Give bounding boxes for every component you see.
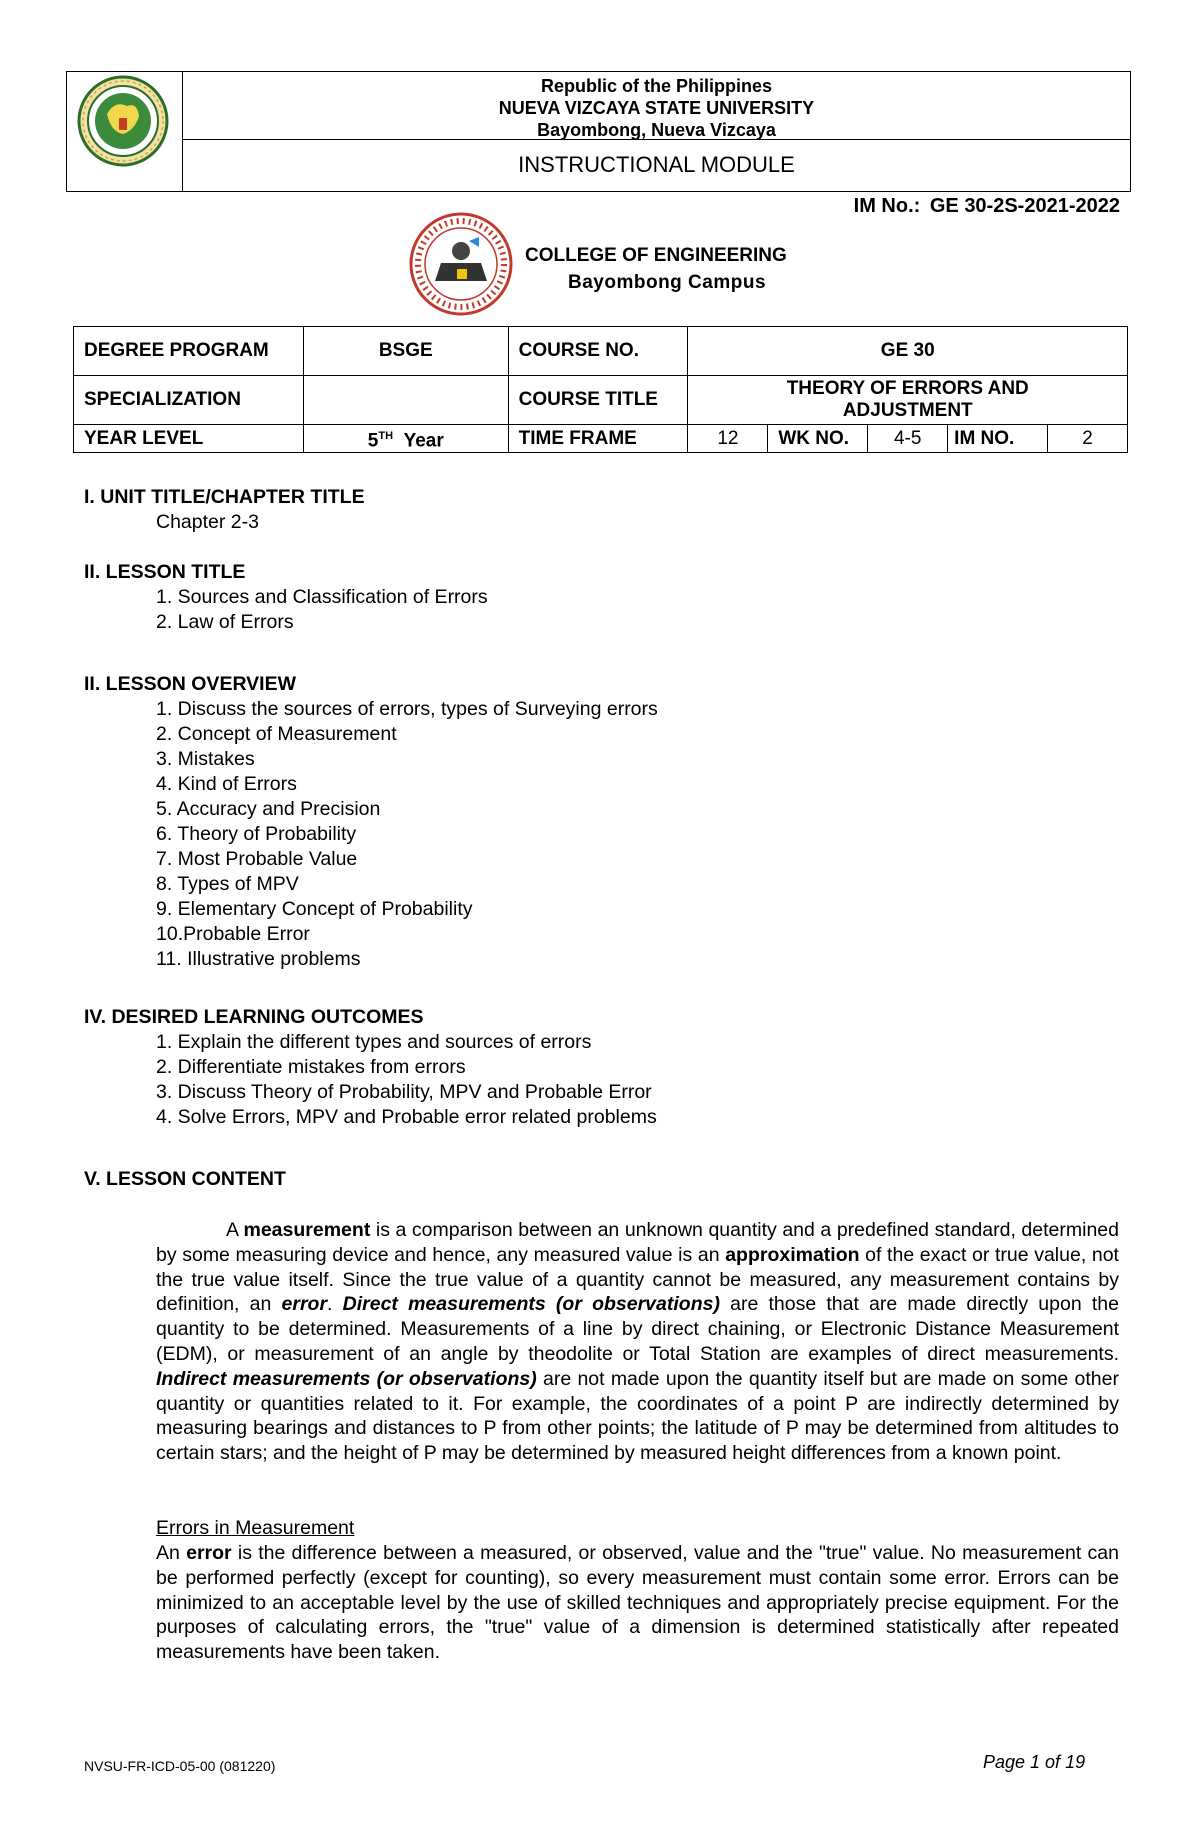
course-info-table: [73, 326, 1128, 453]
lesson-overview-heading: II. LESSON OVERVIEW: [84, 673, 297, 695]
im-number: [850, 195, 1120, 218]
republic-line: Republic of the Philippines: [540, 76, 772, 96]
table-row: [74, 376, 1128, 425]
college-name: COLLEGE OF ENGINEERING: [525, 245, 787, 266]
list-item: 1. Explain the different types and sources of errors: [156, 1031, 592, 1053]
specialization-label: SPECIALIZATION: [74, 376, 304, 425]
list-item: 5. Accuracy and Precision: [156, 798, 381, 820]
lesson-title-heading: II. LESSON TITLE: [84, 561, 246, 583]
college-heading: [525, 242, 787, 296]
university-heading: [183, 72, 1130, 140]
list-item: 7. Most Probable Value: [156, 848, 358, 870]
college-campus: Bayombong Campus: [568, 272, 767, 293]
time-frame-value: 12: [688, 425, 768, 453]
term-measurement: measurement: [243, 1219, 371, 1241]
university-name: NUEVA VIZCAYA STATE UNIVERSITY: [498, 98, 815, 118]
term-error-def: error: [186, 1541, 232, 1564]
im-number-label: IM No.:: [853, 195, 921, 217]
page-number: Page 1 of 19: [983, 1752, 1086, 1772]
list-item: 11. Illustrative problems: [156, 948, 361, 970]
week-no-label: WK NO.: [768, 425, 868, 453]
specialization-value: [303, 376, 508, 425]
measurement-paragraph: A measurement is a comparison between an unknown quantity and a predefined standard, determined by some measuring device and hence, any measured value is an approximation of the exact or true value, not the true value itself. Since the true value of a quantity cannot be measured, any measurement contains by definition, an error. Direct measurements (or observations) are those that are made directly upon the quantity to be determined. Measurements of a line by direct chaining, or Electronic Distance Measurement (EDM), or measurement of an angle by theodolite or Total Station are examples of direct measurements. Indirect measurements (or observations) are not made upon the quantity itself but are made on some other quantity or quantities related to it. For example, the coordinates of a point P are indirectly determined by measuring bearings and distances to P from other points; the latitude of P may be determined from altitudes to certain stars; and the height of P may be determined by measured height differences from a known point.: [156, 1219, 1119, 1465]
term-direct-measurements: Direct measurements (or observations): [342, 1293, 720, 1316]
form-code: NVSU-FR-ICD-05-00 (081220): [84, 1758, 276, 1774]
module-content: [84, 484, 1119, 1665]
degree-program-value: BSGE: [303, 327, 508, 376]
list-item: 4. Solve Errors, MPV and Probable error related problems: [156, 1106, 657, 1128]
im-number-value: GE 30-2S-2021-2022: [929, 195, 1120, 217]
college-seal-icon: [407, 211, 515, 317]
year-suffix: TH: [378, 430, 394, 442]
error-definition-paragraph: An error is the difference between a measured, or observed, value and the "true" value. No measurement can be performed perfectly (except for counting), so every measurement must contain some error. Errors can be minimized to an acceptable level by the use of skilled techniques and appropriately precise equipment. For the purposes of calculating errors, the "true" value of a dimension is determined statistically after repeated measurements have been taken.: [156, 1541, 1119, 1664]
university-logo-cell: [67, 72, 183, 191]
time-frame-label: TIME FRAME: [508, 425, 688, 453]
lesson-content-heading: V. LESSON CONTENT: [84, 1168, 286, 1190]
list-item: 8. Types of MPV: [156, 873, 299, 895]
list-item: 1. Sources and Classification of Errors: [156, 586, 488, 608]
university-location: Bayombong, Nueva Vizcaya: [537, 120, 776, 140]
list-item: 3. Discuss Theory of Probability, MPV and Probable Error: [156, 1081, 652, 1103]
year-level-value: [303, 425, 508, 453]
unit-title-heading: I. UNIT TITLE/CHAPTER TITLE: [84, 486, 365, 508]
course-title-value: THEORY OF ERRORS AND ADJUSTMENT: [688, 376, 1128, 425]
list-item: 4. Kind of Errors: [156, 773, 297, 795]
list-item: 1. Discuss the sources of errors, types of Surveying errors: [156, 698, 658, 720]
list-item: 2. Concept of Measurement: [156, 723, 397, 745]
term-approximation: approximation: [725, 1243, 860, 1266]
list-item: 2. Differentiate mistakes from errors: [156, 1056, 466, 1078]
table-row: [74, 425, 1128, 453]
module-title: INSTRUCTIONAL MODULE: [518, 152, 795, 177]
list-item: 10.Probable Error: [156, 923, 310, 945]
im-no-value: 2: [1048, 425, 1128, 453]
list-item: 6. Theory of Probability: [156, 823, 357, 845]
year-level-label: YEAR LEVEL: [74, 425, 304, 453]
term-error: error: [281, 1293, 328, 1316]
course-title-label: COURSE TITLE: [508, 376, 688, 425]
degree-program-label: DEGREE PROGRAM: [74, 327, 304, 376]
term-indirect-measurements: Indirect measurements (or observations): [156, 1367, 537, 1390]
course-no-label: COURSE NO.: [508, 327, 688, 376]
year-word: Year: [403, 430, 444, 452]
nvsu-seal-icon: [67, 72, 179, 187]
im-no-label: IM NO.: [948, 425, 1048, 453]
document-header: [66, 71, 1131, 192]
course-no-value: GE 30: [688, 327, 1128, 376]
unit-title-value: Chapter 2-3: [156, 511, 259, 533]
week-no-value: 4-5: [868, 425, 948, 453]
list-item: 2. Law of Errors: [156, 611, 294, 633]
list-item: 3. Mistakes: [156, 748, 255, 770]
errors-in-measurement-heading: Errors in Measurement: [156, 1516, 355, 1539]
learning-outcomes-heading: IV. DESIRED LEARNING OUTCOMES: [84, 1006, 424, 1028]
year-number: 5: [367, 430, 379, 452]
table-row: [74, 327, 1128, 376]
list-item: 9. Elementary Concept of Probability: [156, 898, 473, 920]
